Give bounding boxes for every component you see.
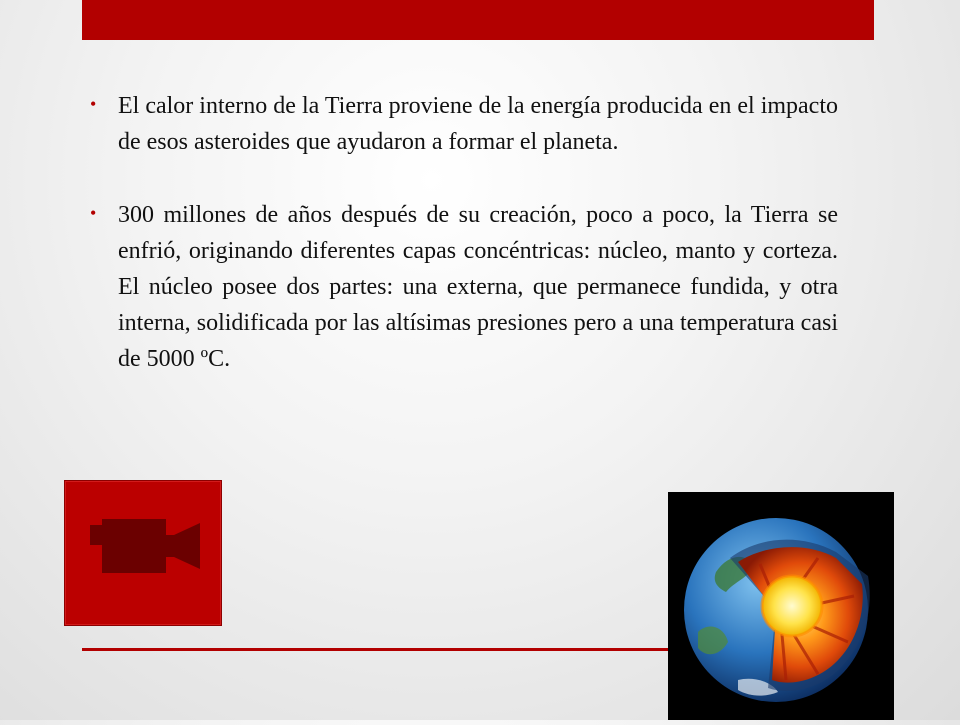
bullet-text: 300 millones de años después de su creación, poco a poco, la Tierra se enfrió, originando diferentes capas concéntricas: núcleo, manto y corteza. El núcleo posee dos partes: una externa, que permanece fundida, y otra interna, solidificada por las altísimas presiones pero a una temperatura casi de 5000 ºC. [118,202,838,372]
earth-layers-image [668,492,894,720]
video-camera-icon [85,519,203,581]
bullet-dot: • [90,203,97,223]
bullet-dot: • [90,94,97,114]
top-accent-bar [82,0,874,40]
bullet-item [90,88,838,160]
bottom-accent-line [82,648,682,651]
slide-body [90,88,838,414]
bullet-text: El calor interno de la Tierra proviene de la energía producida en el impacto de esos asteroides que ayudaron a formar el planeta. [118,93,838,155]
bullet-item [90,197,838,377]
video-play-button[interactable] [64,480,222,626]
